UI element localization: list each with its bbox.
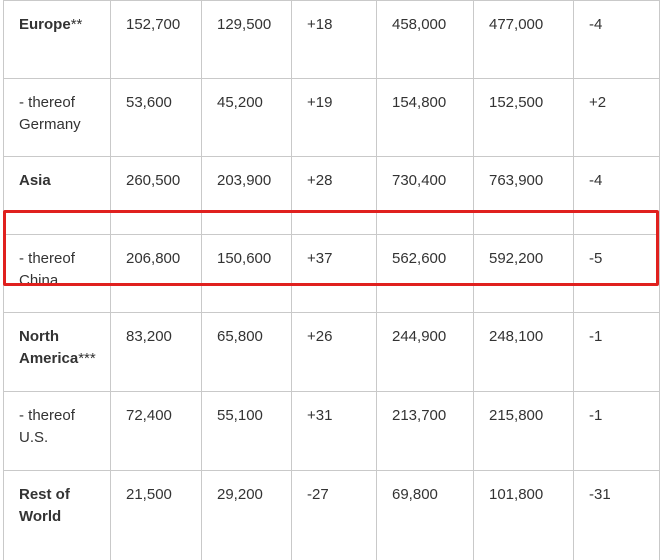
table-cell: +2 bbox=[574, 79, 660, 157]
table-cell: 101,800 bbox=[474, 471, 574, 560]
table-cell: -4 bbox=[574, 1, 660, 79]
region-name: Rest of World bbox=[19, 486, 70, 525]
table-cell: 154,800 bbox=[377, 79, 474, 157]
table-cell: 477,000 bbox=[474, 1, 574, 79]
table-row bbox=[4, 79, 660, 157]
region-label bbox=[4, 1, 111, 79]
table-cell: 72,400 bbox=[111, 392, 202, 471]
table-cell: 65,800 bbox=[202, 313, 292, 392]
footnote-marker: ** bbox=[71, 16, 83, 33]
region-name: - thereof Germany bbox=[19, 94, 81, 133]
region-label bbox=[4, 313, 111, 392]
table-cell: 458,000 bbox=[377, 1, 474, 79]
table-cell: 152,700 bbox=[111, 1, 202, 79]
region-label bbox=[4, 235, 111, 313]
region-name: - thereof U.S. bbox=[19, 407, 75, 446]
sales-table-container bbox=[3, 0, 659, 560]
table-cell: +37 bbox=[292, 235, 377, 313]
table-cell: 150,600 bbox=[202, 235, 292, 313]
region-name: North America bbox=[19, 328, 78, 367]
table-cell: 244,900 bbox=[377, 313, 474, 392]
table-cell: 152,500 bbox=[474, 79, 574, 157]
table-cell: 562,600 bbox=[377, 235, 474, 313]
table-row bbox=[4, 313, 660, 392]
table-row bbox=[4, 1, 660, 79]
table-cell: 730,400 bbox=[377, 157, 474, 235]
region-name: Europe bbox=[19, 16, 71, 33]
region-name: Asia bbox=[19, 172, 51, 189]
table-cell: 29,200 bbox=[202, 471, 292, 560]
table-cell: 213,700 bbox=[377, 392, 474, 471]
table-cell: 55,100 bbox=[202, 392, 292, 471]
region-label bbox=[4, 392, 111, 471]
table-cell: 69,800 bbox=[377, 471, 474, 560]
table-cell: 53,600 bbox=[111, 79, 202, 157]
table-cell: +28 bbox=[292, 157, 377, 235]
table-cell: -1 bbox=[574, 392, 660, 471]
table-row bbox=[4, 471, 660, 560]
table-cell: 592,200 bbox=[474, 235, 574, 313]
table-cell: 129,500 bbox=[202, 1, 292, 79]
footnote-marker: *** bbox=[78, 350, 96, 367]
table-cell: -31 bbox=[574, 471, 660, 560]
table-cell: +18 bbox=[292, 1, 377, 79]
table-cell: 248,100 bbox=[474, 313, 574, 392]
table-row bbox=[4, 392, 660, 471]
table-cell: 763,900 bbox=[474, 157, 574, 235]
table-cell: +19 bbox=[292, 79, 377, 157]
table-cell: 215,800 bbox=[474, 392, 574, 471]
table-cell: 206,800 bbox=[111, 235, 202, 313]
sales-by-region-table bbox=[3, 0, 660, 560]
table-cell: 21,500 bbox=[111, 471, 202, 560]
table-row bbox=[4, 235, 660, 313]
table-cell: -1 bbox=[574, 313, 660, 392]
region-label bbox=[4, 471, 111, 560]
table-cell: +26 bbox=[292, 313, 377, 392]
region-label bbox=[4, 79, 111, 157]
table-cell: +31 bbox=[292, 392, 377, 471]
table-cell: 45,200 bbox=[202, 79, 292, 157]
region-name: - thereof China bbox=[19, 250, 75, 289]
region-label bbox=[4, 157, 111, 235]
table-cell: -27 bbox=[292, 471, 377, 560]
table-cell: 203,900 bbox=[202, 157, 292, 235]
table-cell: -5 bbox=[574, 235, 660, 313]
table-cell: 260,500 bbox=[111, 157, 202, 235]
table-cell: -4 bbox=[574, 157, 660, 235]
table-row bbox=[4, 157, 660, 235]
table-cell: 83,200 bbox=[111, 313, 202, 392]
